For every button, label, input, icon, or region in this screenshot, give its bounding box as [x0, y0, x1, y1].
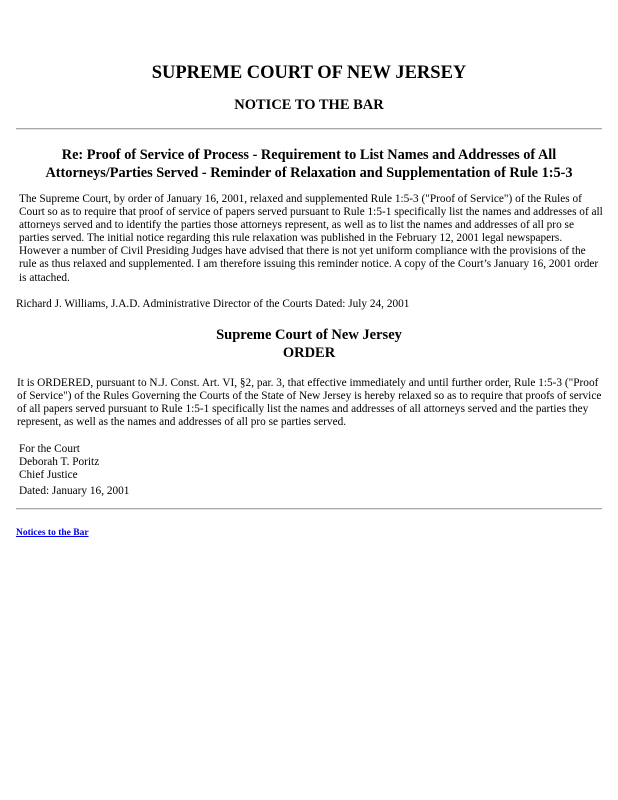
top-divider — [16, 128, 602, 130]
notice-heading: Re: Proof of Service of Process - Requirement to List Names and Addresses of All Attorneys/Parties Served - Reminder of Relaxation and Supplementation of Rule 1:5-3 — [45, 147, 573, 181]
page-subtitle: NOTICE TO THE BAR — [234, 97, 384, 113]
page-title: SUPREME COURT OF NEW JERSEY — [151, 63, 467, 83]
notices-to-the-bar-link[interactable]: Notices to the Bar — [16, 528, 89, 538]
signature-for-the-court: For the Court — [19, 443, 80, 455]
order-body: It is ORDERED, pursuant to N.J. Const. Art. VI, §2, par. 3, that effective immediately and until further order, Rule 1:5-3 ("Proof of Service") of the Rules Governing the Courts of the State of New Jersey is hereby relaxed so as to require that proofs of service of all papers served pursuant to Rule 1:5-1 specifically list the names and addresses of all attorneys served and the parties they represent, as well as the names and addresses of all pro se parties served. — [17, 377, 602, 429]
signature-date: Dated: January 16, 2001 — [19, 485, 130, 497]
notice-signoff: Richard J. Williams, J.A.D. Administrative Director of the Courts Dated: July 24, 2001 — [16, 298, 410, 310]
signature-name: Deborah T. Poritz — [19, 456, 100, 468]
signature-title: Chief Justice — [19, 469, 78, 481]
order-court-heading: Supreme Court of New Jersey — [216, 327, 402, 343]
bottom-divider — [16, 508, 602, 510]
order-title: ORDER — [282, 345, 336, 361]
notice-body: The Supreme Court, by order of January 16, 2001, relaxed and supplemented Rule 1:5-3 ("Proof of Service") of the Rules of Court so as to require that proof of service of papers served pursuant to Rule 1:5-1 specifically list the names and addresses of all attorneys served and to identify the parties those attorneys represent, as well as to list the names and addresses of all pro se parties served. The initial notice regarding this rule relaxation was published in the February 12, 2001 legal newspapers. However a number of Civil Presiding Judges have advised that there is not yet uniform compliance with the provisions of the rule as thus relaxed and supplemented. I am therefore issuing this reminder notice. A copy of the Court’s January 16, 2001 order is attached. — [19, 193, 603, 284]
